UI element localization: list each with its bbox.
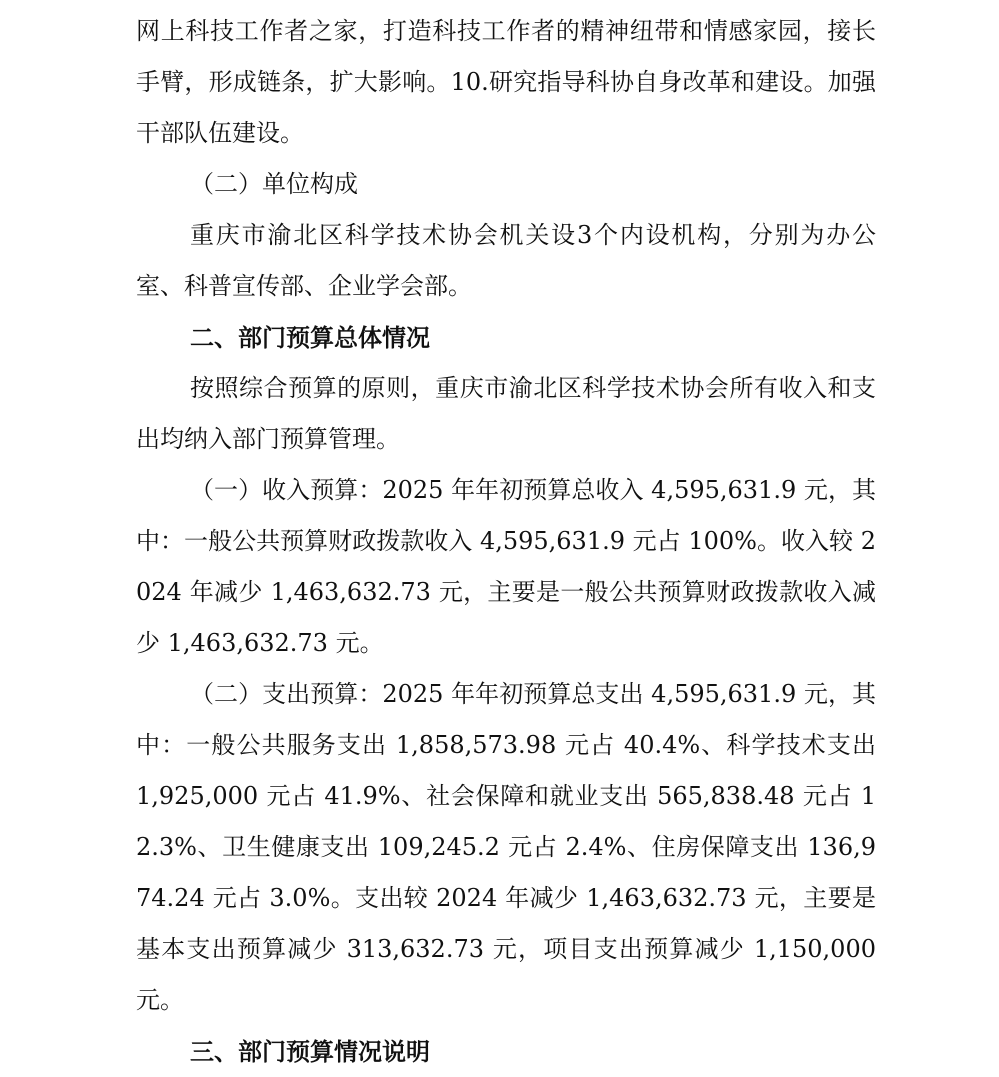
document-body (136, 6, 876, 1077)
paragraph-budget-principle: 按照综合预算的原则，重庆市渝北区科学技术协会所有收入和支出均纳入部门预算管理。 (136, 374, 876, 453)
paragraph-duties-continued: 网上科技工作者之家，打造科技工作者的精神纽带和情感家园，接长手臂，形成链条，扩大影响。10.研究指导科协自身改革和建设。加强干部队伍建设。 (136, 17, 876, 147)
paragraph-income-budget: （一）收入预算：2025 年年初预算总收入 4,595,631.9 元，其中：一般公共预算财政拨款收入 4,595,631.9 元占 100%。收入较 2024 年减少 1,463,632.73 元，主要是一般公共预算财政拨款收入减少 1,463,632.73 元。 (136, 476, 876, 657)
section-heading-unit-composition: （二）单位构成 (190, 170, 358, 198)
section-heading-budget-explanation: 三、部门预算情况说明 (190, 1037, 430, 1066)
section-heading-budget-overview: 二、部门预算总体情况 (190, 323, 430, 352)
paragraph-expenditure-budget: （二）支出预算：2025 年年初预算总支出 4,595,631.9 元，其中：一般公共服务支出 1,858,573.98 元占 40.4%、科学技术支出 1,925,000 元占 41.9%、社会保障和就业支出 565,838.48 元占 12.3%、卫生健康支出 109,245.2 元占 2.4%、住房保障支出 136,974.24 元占 3.0%。支出较 2024 年减少 1,463,632.73 元，主要是基本支出预算减少 313,632.73 元，项目支出预算减少 1,150,000 元。 (136, 680, 876, 1014)
paragraph-unit-composition: 重庆市渝北区科学技术协会机关设3个内设机构，分别为办公室、科普宣传部、企业学会部。 (136, 221, 876, 300)
